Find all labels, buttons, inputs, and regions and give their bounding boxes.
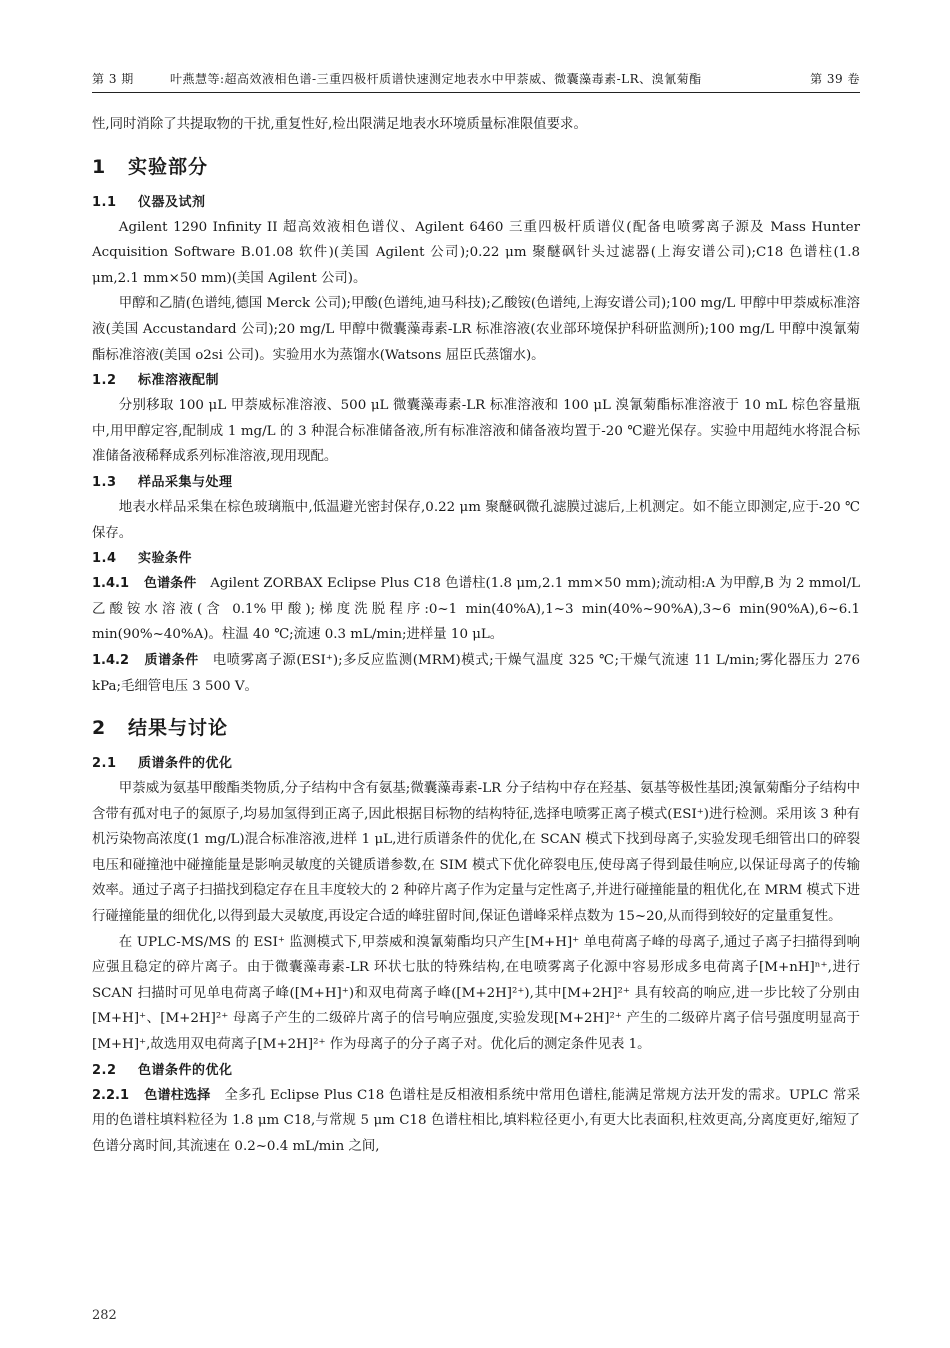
subsection-title: 色谱条件的优化 bbox=[138, 1062, 233, 1078]
section-heading-1 bbox=[92, 150, 860, 184]
section-number: 1 bbox=[92, 155, 107, 178]
subsection-number: 1.4 bbox=[92, 551, 117, 567]
section-heading-2 bbox=[92, 711, 860, 745]
subsection-title: 仪器及试剂 bbox=[138, 194, 206, 210]
subsubsection-title: 质谱条件 bbox=[144, 652, 199, 668]
paragraph: 分别移取 100 μL 甲萘威标准溶液、500 μL 微囊藻毒素-LR 标准溶液和 100 μL 溴氰菊酯标准溶液于 10 mL 棕色容量瓶中,用甲醇定容,配制成 1 mg/L 的 3 种混合标准储备液,所有标准溶液和储备液均置于-20 ℃避光保存。实验中用超纯水将混合标准储备液稀释成系列标准溶液,现用现配。 bbox=[92, 398, 860, 465]
paragraph-text: 电喷雾离子源(ESI⁺);多反应监测(MRM)模式;干燥气温度 325 ℃;干燥气流速 11 L/min;雾化器压力 276 kPa;毛细管电压 3 500 V。 bbox=[92, 652, 860, 694]
section-title: 实验部分 bbox=[128, 155, 209, 178]
subsection-title: 标准溶液配制 bbox=[138, 373, 220, 389]
paragraph: Agilent 1290 Infinity II 超高效液相色谱仪、Agilent 6460 三重四极杆质谱仪(配备电喷雾离子源及 Mass Hunter Acquisition Software B.01.08 软件)(美国 Agilent 公司);0.22 μm 聚醚砜针头过滤器(上海安谱公司);C18 色谱柱(1.8 μm,2.1 mm×50 mm)(美国 Agilent 公司)。 bbox=[92, 219, 860, 286]
subsection-heading-1-1 bbox=[92, 190, 860, 215]
paragraph-text: 全多孔 Eclipse Plus C18 色谱柱是反相液相系统中常用色谱柱,能满足常规方法开发的需求。UPLC 常采用的色谱柱填料粒径为 1.8 μm C18,与常规 5 μm C18 色谱柱相比,填料粒径更小,有更大比表面积,柱效更高,分离度更好,缩短了色谱分离时间,其流速在 0.2~0.4 mL/min 之间, bbox=[92, 1087, 860, 1154]
subsection-heading-2-2 bbox=[92, 1058, 860, 1083]
subsubsection-title: 色谱条件 bbox=[144, 576, 197, 592]
paragraph: 甲醇和乙腈(色谱纯,德国 Merck 公司);甲酸(色谱纯,迪马科技);乙酸铵(色谱纯,上海安谱公司);100 mg/L 甲醇中甲萘威标准溶液(美国 Accustandard 公司);20 mg/L 甲醇中微囊藻毒素-LR 标准溶液(农业部环境保护科研监测所);100 mg/L 甲醇中溴氰菊酯标准溶液(美国 o2si 公司)。实验用水为蒸馏水(Watsons 屈臣氏蒸馏水)。 bbox=[92, 296, 860, 363]
subsection-heading-1-3 bbox=[92, 470, 860, 495]
paragraph: 地表水样品采集在棕色玻璃瓶中,低温避光密封保存,0.22 μm 聚醚砜微孔滤膜过滤后,上机测定。如不能立即测定,应于-20 ℃保存。 bbox=[92, 499, 860, 541]
subsubsection-heading bbox=[92, 1088, 211, 1103]
paragraph-2-2-1 bbox=[92, 1083, 860, 1160]
section-title: 结果与讨论 bbox=[128, 717, 229, 740]
subsection-number: 1.3 bbox=[92, 474, 117, 490]
intro-tail-paragraph: 性,同时消除了共提取物的干扰,重复性好,检出限满足地表水环境质量标准限值要求。 bbox=[92, 117, 587, 132]
subsection-title: 样品采集与处理 bbox=[138, 474, 233, 490]
subsubsection-heading bbox=[92, 653, 199, 668]
subsection-number: 2.2 bbox=[92, 1062, 117, 1078]
subsection-number: 2.1 bbox=[92, 756, 117, 772]
subsection-number: 1.2 bbox=[92, 373, 117, 389]
subsection-heading-1-2 bbox=[92, 368, 860, 393]
paragraph-1-4-2 bbox=[92, 648, 860, 699]
subsection-title: 质谱条件的优化 bbox=[138, 756, 233, 772]
page-number: 282 bbox=[92, 1308, 117, 1323]
volume-label: 第 39 卷 bbox=[810, 72, 860, 86]
section-number: 2 bbox=[92, 717, 107, 740]
issue-label: 第 3 期 bbox=[92, 72, 134, 86]
subsection-heading-2-1 bbox=[92, 751, 860, 776]
running-header bbox=[92, 66, 860, 93]
paragraph-text: Agilent ZORBAX Eclipse Plus C18 色谱柱(1.8 μm,2.1 mm×50 mm);流动相:A 为甲醇,B 为 2 mmol/L 乙酸铵水溶液(含 0.1%甲酸);梯度洗脱程序:0~1 min(40%A),1~3 min(40%~90%A),3~6 min(90%A),6~6.1 min(90%~40%A)。柱温 40 ℃;流速 0.3 mL/min;进样量 10 μL。 bbox=[92, 576, 860, 643]
running-title: 叶燕慧等:超高效液相色谱-三重四极杆质谱快速测定地表水中甲萘威、微囊藻毒素-LR、溴氰菊酯 bbox=[170, 72, 702, 86]
subsection-title: 实验条件 bbox=[138, 551, 193, 567]
paragraph: 甲萘威为氨基甲酸酯类物质,分子结构中含有氨基;微囊藻毒素-LR 分子结构中存在羟基、氨基等极性基团;溴氰菊酯分子结构中含带有孤对电子的氮原子,均易加氢得到正离子,因此根据目标物的结构特征,选择电喷雾正离子模式(ESI⁺)进行检测。采用该 3 种有机污染物高浓度(1 mg/L)混合标准溶液,进样 1 μL,进行质谱条件的优化,在 SCAN 模式下找到母离子,实验发现毛细管出口的碎裂电压和碰撞池中碰撞能量是影响灵敏度的关键质谱参数,在 SIM 模式下优化碎裂电压,使母离子得到最佳响应,以保证母离子的传输效率。通过子离子扫描找到稳定存在且丰度较大的 2 种碎片离子作为定量与定性离子,并进行碰撞能量的粗优化,在 MRM 模式下进行碰撞能量的细优化,以得到最大灵敏度,再设定合适的峰驻留时间,保证色谱峰采样点数为 15~20,从而得到较好的定量重复性。 bbox=[92, 781, 860, 925]
subsection-number: 1.1 bbox=[92, 194, 117, 210]
paragraph: 在 UPLC-MS/MS 的 ESI⁺ 监测模式下,甲萘威和溴氰菊酯均只产生[M+H]⁺ 单电荷离子峰的母离子,通过子离子扫描得到响应强且稳定的碎片离子。由于微囊藻毒素-LR 环状七肽的特殊结构,在电喷雾离子化源中容易形成多电荷离子[M+nH]ⁿ⁺,进行 SCAN 扫描时可见单电荷离子峰([M+H]⁺)和双电荷离子峰([M+2H]²⁺),其中[M+2H]²⁺ 具有较高的响应,进一步比较了分别由[M+H]⁺、[M+2H]²⁺ 母离子产生的二级碎片离子的信号响应强度,实验发现[M+2H]²⁺ 产生的二级碎片离子信号强度明显高于[M+H]⁺,故选用双电荷离子[M+2H]²⁺ 作为母离子的分子离子对。优化后的测定条件见表 1。 bbox=[92, 934, 860, 1053]
article-body bbox=[92, 112, 860, 1159]
subsubsection-number: 1.4.2 bbox=[92, 652, 130, 668]
subsubsection-number: 1.4.1 bbox=[92, 576, 130, 592]
subsubsection-title: 色谱柱选择 bbox=[144, 1087, 211, 1103]
subsubsection-heading bbox=[92, 576, 196, 591]
subsection-heading-1-4 bbox=[92, 546, 860, 571]
subsubsection-number: 2.2.1 bbox=[92, 1087, 130, 1103]
paragraph-1-4-1 bbox=[92, 571, 860, 648]
